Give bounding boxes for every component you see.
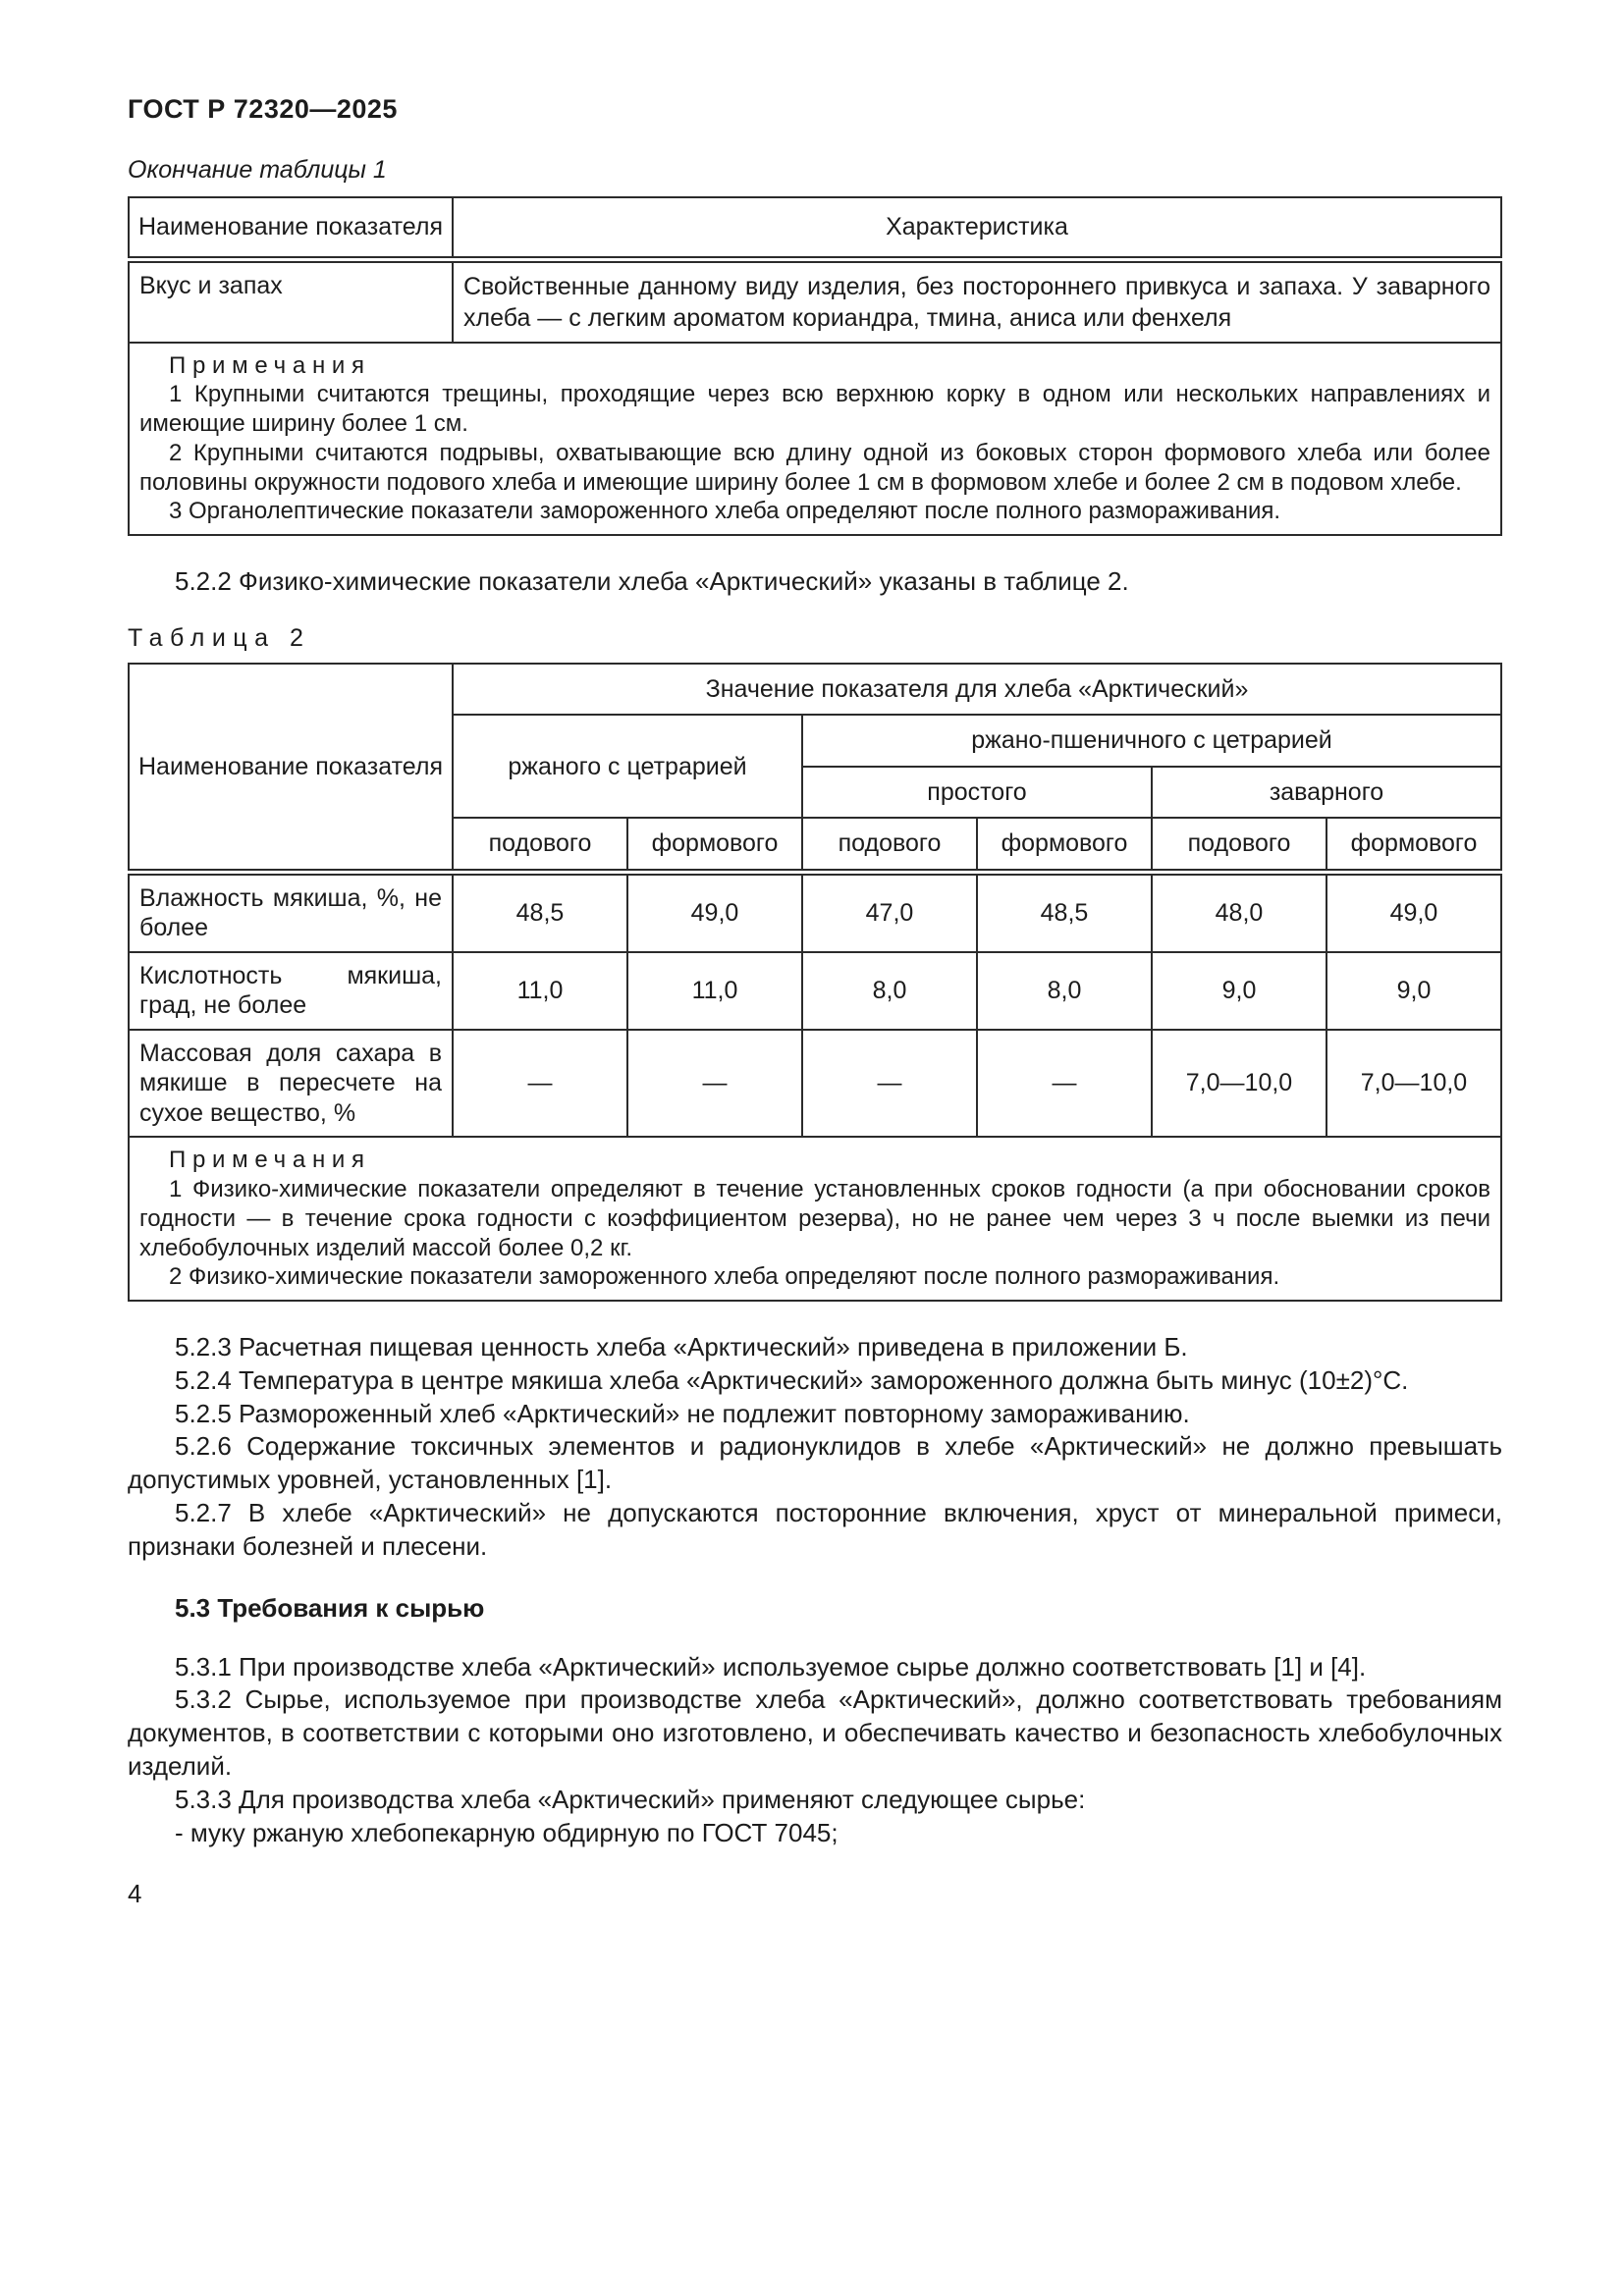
- table-row: [129, 872, 1501, 952]
- indicator-value: 11,0: [453, 952, 627, 1030]
- note-item: 1 Физико-химические показатели определяют в течение установленных сроков годности (а при обосновании сроков годности — в течение срока годности с коэффициентом резерва), но не ранее чем через 3 ч после выемки из печи хлебобулочных изделий массой более 0,2 кг.: [139, 1176, 1490, 1261]
- paragraph-5-2-5: 5.2.5 Размороженный хлеб «Арктический» не подлежит повторному замораживанию.: [175, 1398, 1190, 1428]
- table2-header-podovogo: подового: [1152, 818, 1326, 872]
- section-heading-5-3: 5.3 Требования к сырью: [175, 1592, 485, 1623]
- indicator-value: 48,5: [977, 872, 1152, 952]
- paragraph-5-2-2: 5.2.2 Физико-химические показатели хлеба «Арктический» указаны в таблице 2.: [175, 566, 1129, 596]
- paragraph-5-2-6: 5.2.6 Содержание токсичных элементов и радионуклидов в хлебе «Арктический» не должно превышать допустимых уровней, установленных [1].: [128, 1431, 1502, 1495]
- table2-header-sub-scalded: заварного: [1152, 767, 1501, 819]
- table2-header-top: Значение показателя для хлеба «Арктический»: [453, 664, 1501, 716]
- indicator-value: 49,0: [627, 872, 802, 952]
- indicator-value: —: [802, 1030, 977, 1138]
- paragraph-5-2-7: 5.2.7 В хлебе «Арктический» не допускаются посторонние включения, хруст от минеральной примеси, признаки болезней и плесени.: [128, 1498, 1502, 1561]
- table1-notes-row: [129, 343, 1501, 536]
- indicator-value: 49,0: [1326, 872, 1501, 952]
- table2-header-group-rye-wheat: ржано-пшеничного с цетрарией: [802, 715, 1501, 767]
- list-item-flour: - муку ржаную хлебопекарную обдирную по ГОСТ 7045;: [175, 1817, 839, 1847]
- note-item: 3 Органолептические показатели замороженного хлеба определяют после полного размораживания.: [169, 498, 1281, 525]
- table2-header-formovogo: формового: [627, 818, 802, 872]
- table-row: [129, 952, 1501, 1030]
- indicator-value: 48,0: [1152, 872, 1326, 952]
- paragraph-5-2-3: 5.2.3 Расчетная пищевая ценность хлеба «Арктический» приведена в приложении Б.: [175, 1332, 1188, 1362]
- notes-title: Примечания: [169, 351, 371, 379]
- paragraph-5-3-1: 5.3.1 При производстве хлеба «Арктический» используемое сырье должно соответствовать [1] и [4].: [175, 1651, 1367, 1682]
- table1-continuation-label: Окончание таблицы 1: [128, 156, 387, 184]
- indicator-value: 9,0: [1326, 952, 1501, 1030]
- indicator-value: 47,0: [802, 872, 977, 952]
- table2-col-header-name: Наименование показателя: [129, 664, 453, 873]
- notes-title: Примечания: [169, 1147, 371, 1174]
- indicator-value: 48,5: [453, 872, 627, 952]
- table2-header-podovogo: подового: [802, 818, 977, 872]
- indicator-name: Массовая доля сахара в мякише в пересчете на сухое вещество, %: [129, 1030, 453, 1138]
- table1-col-header-characteristic: Характеристика: [453, 197, 1501, 259]
- indicator-name: Кислотность мякиша, град, не более: [129, 952, 453, 1030]
- indicator-value: 7,0—10,0: [1326, 1030, 1501, 1138]
- table2-header-row-1: [129, 664, 1501, 716]
- table2-label: Таблица 2: [128, 623, 311, 652]
- table1-notes: [129, 343, 1501, 536]
- table-row: [129, 259, 1501, 343]
- indicator-value: —: [977, 1030, 1152, 1138]
- note-item: 2 Крупными считаются подрывы, охватывающие всю длину одной из боковых сторон формового хлеба или более половины окружности подового хлеба и имеющие ширину более 1 см в формовом хлебе и более 2 см в подовом хлебе.: [139, 439, 1490, 496]
- table2: [128, 663, 1502, 1302]
- indicator-name: Вкус и запах: [129, 259, 453, 343]
- note-item: 1 Крупными считаются трещины, проходящие через всю верхнюю корку в одном или нескольких направлениях и имеющие ширину более 1 см.: [139, 381, 1490, 437]
- page-content: [128, 94, 1502, 1909]
- note-item: 2 Физико-химические показатели замороженного хлеба определяют после полного размораживания.: [169, 1263, 1280, 1291]
- table2-header-sub-plain: простого: [802, 767, 1152, 819]
- paragraph-5-3-2: 5.3.2 Сырье, используемое при производстве хлеба «Арктический», должно соответствовать требованиям документов, в соответствии с которыми оно изготовлено, и обеспечивать качество и безопасность хлебобулочных изделий.: [128, 1684, 1502, 1782]
- indicator-value: —: [453, 1030, 627, 1138]
- table1: [128, 196, 1502, 536]
- indicator-value: 7,0—10,0: [1152, 1030, 1326, 1138]
- table2-notes-row: [129, 1137, 1501, 1301]
- indicator-characteristic: Свойственные данному виду изделия, без постороннего привкуса и запаха. У заварного хлеба — с легким ароматом кориандра, тмина, аниса или фенхеля: [453, 259, 1501, 343]
- indicator-value: 8,0: [977, 952, 1152, 1030]
- page-number: 4: [128, 1879, 142, 1909]
- indicator-value: 11,0: [627, 952, 802, 1030]
- indicator-value: —: [627, 1030, 802, 1138]
- table1-col-header-name: Наименование показателя: [129, 197, 453, 259]
- table2-header-formovogo: формового: [1326, 818, 1501, 872]
- indicator-value: 8,0: [802, 952, 977, 1030]
- table1-header-row: [129, 197, 1501, 259]
- table2-header-podovogo: подового: [453, 818, 627, 872]
- indicator-value: 9,0: [1152, 952, 1326, 1030]
- table2-notes: [129, 1137, 1501, 1301]
- table2-header-formovogo: формового: [977, 818, 1152, 872]
- table2-header-group-rye: ржаного с цетрарией: [453, 715, 802, 818]
- doc-number: ГОСТ Р 72320—2025: [128, 94, 398, 124]
- paragraph-5-2-4: 5.2.4 Температура в центре мякиша хлеба «Арктический» замороженного должна быть минус (10±2)°С.: [175, 1364, 1409, 1395]
- indicator-name: Влажность мякиша, %, не более: [129, 872, 453, 952]
- table-row: [129, 1030, 1501, 1138]
- paragraph-5-3-3: 5.3.3 Для производства хлеба «Арктический» применяют следующее сырье:: [175, 1784, 1086, 1814]
